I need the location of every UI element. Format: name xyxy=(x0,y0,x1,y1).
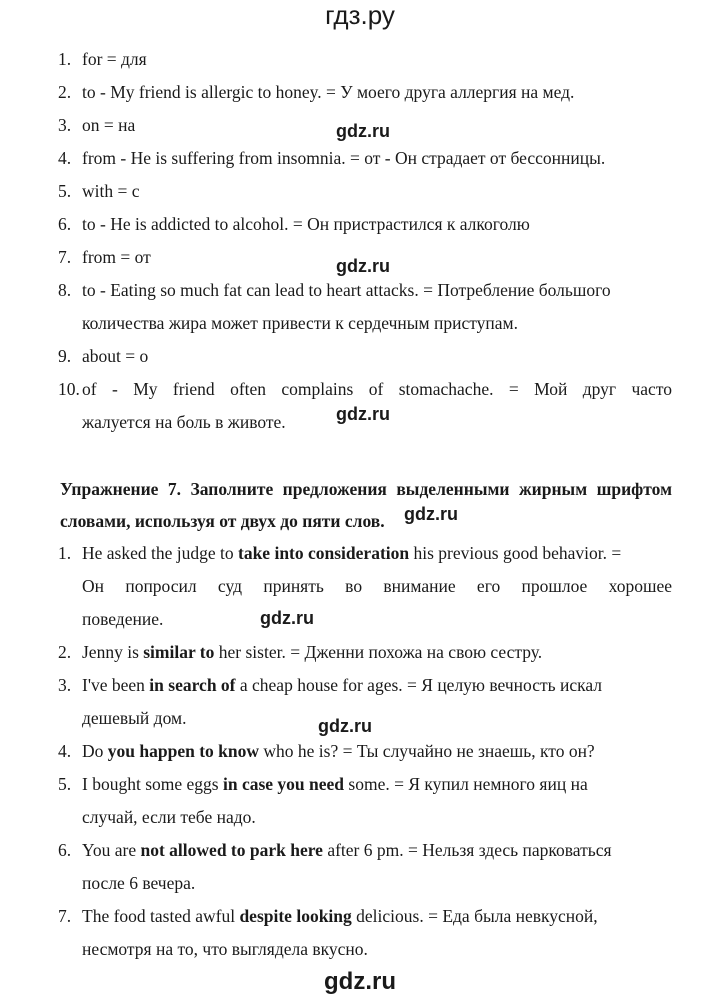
item-text-continued: жалуется на боль в животе. xyxy=(82,412,286,432)
exercise-title: Упражнение 7. Заполните предложения выделенными жирным шрифтом xyxy=(60,479,672,499)
item-number: 7. xyxy=(58,247,72,267)
bold-phrase: not allowed to park here xyxy=(140,840,323,860)
item-number: 2. xyxy=(58,642,72,662)
item-text: Do xyxy=(82,741,108,761)
bold-phrase: in case you need xyxy=(222,774,345,794)
item-number: 7. xyxy=(58,906,72,926)
exercise-heading xyxy=(60,478,672,500)
item-text: from = от xyxy=(82,247,151,267)
item-text: of - My friend often complains of stomachache. = Мой друг часто xyxy=(82,379,672,399)
item-text: Jenny is xyxy=(82,642,144,662)
item-text: who he is? = Ты случайно не знаешь, кто он? xyxy=(259,741,595,761)
watermark: gdz.ru xyxy=(336,404,390,424)
exercise-title: словами, используя от двух до пяти слов. xyxy=(60,511,385,531)
watermark: gdz.ru xyxy=(260,608,314,628)
item-text-continued: несмотря на то, что выглядела вкусно. xyxy=(82,939,368,959)
site-footer: gdz.ru xyxy=(324,968,396,995)
item-text-continued: случай, если тебе надо. xyxy=(82,807,256,827)
item-text: to - My friend is allergic to honey. = У моего друга аллергия на мед. xyxy=(82,82,575,102)
item-number: 9. xyxy=(58,346,72,366)
exercise-heading-continued xyxy=(60,510,385,532)
item-number: 1. xyxy=(58,543,72,563)
item-text: I've been xyxy=(82,675,150,695)
item-number: 1. xyxy=(58,49,72,69)
item-text: some. = Я купил немного яиц на xyxy=(344,774,588,794)
item-text: The food tasted awful xyxy=(82,906,240,926)
item-text: from - He is suffering from insomnia. = от - Он страдает от бессонницы. xyxy=(82,148,606,168)
item-number: 2. xyxy=(58,82,72,102)
item-text-continued: дешевый дом. xyxy=(82,708,187,728)
item-number: 6. xyxy=(58,840,72,860)
item-text: about = о xyxy=(82,346,149,366)
watermark: gdz.ru xyxy=(404,504,458,524)
item-text: I bought some eggs xyxy=(82,774,223,794)
item-text: on = на xyxy=(82,115,136,135)
bold-phrase: despite looking xyxy=(239,906,352,926)
item-text-continued: после 6 вечера. xyxy=(82,873,196,893)
item-number: 4. xyxy=(58,148,72,168)
item-text: Он попросил суд принять во внимание его прошлое хорошее xyxy=(82,576,672,596)
item-text: her sister. = Дженни похожа на свою сестру. xyxy=(214,642,543,662)
item-number: 5. xyxy=(58,181,72,201)
bold-phrase: take into consideration xyxy=(238,543,410,563)
item-number: 3. xyxy=(58,675,72,695)
item-text: with = с xyxy=(82,181,140,201)
item-text: a cheap house for ages. = Я целую вечность искал xyxy=(235,675,603,695)
watermark: gdz.ru xyxy=(336,121,390,141)
item-text: You are xyxy=(82,840,141,860)
item-text: after 6 pm. = Нельзя здесь парковаться xyxy=(322,840,612,860)
item-text: to - Eating so much fat can lead to heart attacks. = Потребление большого xyxy=(82,280,611,300)
item-number: 10. xyxy=(58,379,80,399)
item-text-continued: поведение. xyxy=(82,609,164,629)
item-number: 3. xyxy=(58,115,72,135)
item-text: He asked the judge to xyxy=(82,543,238,563)
item-text: his previous good behavior. = xyxy=(409,543,622,563)
bold-phrase: similar to xyxy=(143,642,215,662)
item-number: 5. xyxy=(58,774,72,794)
bold-phrase: you happen to know xyxy=(107,741,260,761)
item-text: for = для xyxy=(82,49,147,69)
item-number: 6. xyxy=(58,214,72,234)
item-number: 8. xyxy=(58,280,72,300)
watermark: gdz.ru xyxy=(318,716,372,736)
bold-phrase: in search of xyxy=(149,675,236,695)
item-text: delicious. = Еда была невкусной, xyxy=(351,906,598,926)
site-header: гдз.ру xyxy=(325,0,395,30)
item-text: to - He is addicted to alcohol. = Он пристрастился к алкоголю xyxy=(82,214,530,234)
item-text-continued: количества жира может привести к сердечным приступам. xyxy=(82,313,518,333)
item-number: 4. xyxy=(58,741,72,761)
watermark: gdz.ru xyxy=(336,256,390,276)
